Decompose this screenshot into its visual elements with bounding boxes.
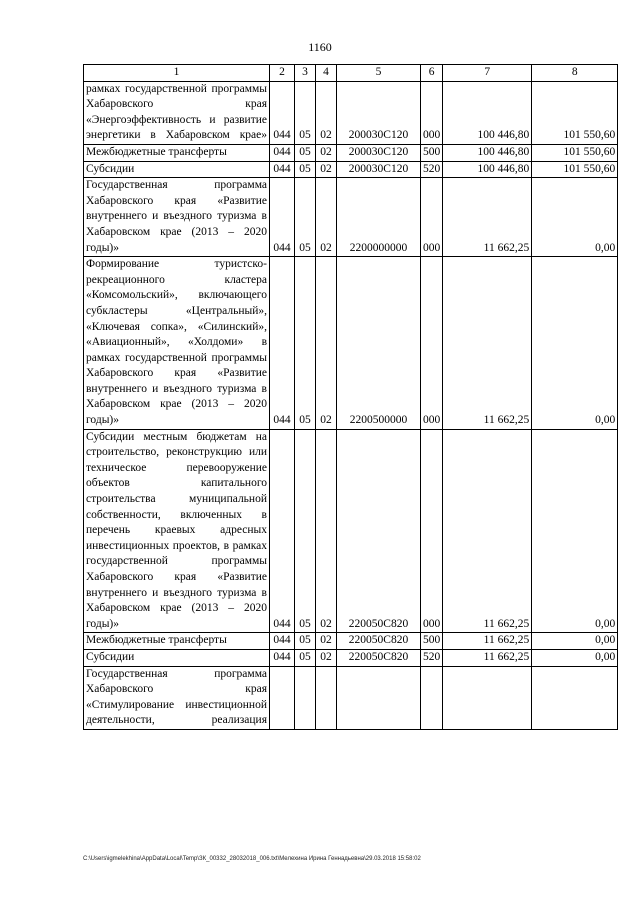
amount-2019-cell: 0,00 bbox=[532, 257, 618, 430]
table-row bbox=[84, 257, 618, 430]
section-cell: 05 bbox=[295, 429, 316, 633]
admin-code-cell: 044 bbox=[270, 144, 295, 161]
footer-file-path: C:\Users\igmelekhina\AppData\Local\Temp\ЗК_00332_28032018_006.txt\Мелехина Ирина Геннадьевна\29.03.2018 15:58:02 bbox=[83, 856, 421, 862]
target-article-cell: 220050С820 bbox=[337, 633, 421, 650]
amount-2019-cell: 0,00 bbox=[532, 429, 618, 633]
header-cell-4: 4 bbox=[316, 65, 337, 82]
amount-2019-cell bbox=[532, 666, 618, 729]
table-header-row bbox=[84, 65, 618, 82]
amount-2018-cell: 11 662,25 bbox=[443, 649, 532, 666]
subsection-cell: 02 bbox=[316, 649, 337, 666]
subsection-cell: 02 bbox=[316, 81, 337, 144]
amount-2018-cell: 11 662,25 bbox=[443, 633, 532, 650]
table-row bbox=[84, 633, 618, 650]
table-row bbox=[84, 429, 618, 633]
admin-code-cell: 044 bbox=[270, 161, 295, 178]
name-cell: Субсидии bbox=[84, 649, 270, 666]
subsection-cell: 02 bbox=[316, 633, 337, 650]
amount-2018-cell: 11 662,25 bbox=[443, 178, 532, 257]
amount-2018-cell: 100 446,80 bbox=[443, 161, 532, 178]
expense-type-cell: 500 bbox=[421, 144, 443, 161]
expense-type-cell: 000 bbox=[421, 81, 443, 144]
section-cell: 05 bbox=[295, 633, 316, 650]
budget-table bbox=[83, 64, 618, 730]
amount-2018-cell: 100 446,80 bbox=[443, 144, 532, 161]
subsection-cell: 02 bbox=[316, 144, 337, 161]
subsection-cell: 02 bbox=[316, 161, 337, 178]
amount-2019-cell: 0,00 bbox=[532, 178, 618, 257]
expense-type-cell: 000 bbox=[421, 178, 443, 257]
section-cell: 05 bbox=[295, 178, 316, 257]
table-row bbox=[84, 81, 618, 144]
expense-type-cell: 500 bbox=[421, 633, 443, 650]
target-article-cell: 2200500000 bbox=[337, 257, 421, 430]
table-row bbox=[84, 144, 618, 161]
header-cell-7: 7 bbox=[443, 65, 532, 82]
amount-2018-cell bbox=[443, 666, 532, 729]
amount-2019-cell: 101 550,60 bbox=[532, 81, 618, 144]
section-cell: 05 bbox=[295, 649, 316, 666]
target-article-cell: 200030С120 bbox=[337, 144, 421, 161]
expense-type-cell: 520 bbox=[421, 649, 443, 666]
name-cell: Государственная программа Хабаровского края «Развитие внутреннего и въездного туризма в Хабаровском крае (2013 – 2020 годы)» bbox=[84, 178, 270, 257]
table-row bbox=[84, 649, 618, 666]
target-article-cell: 220050С820 bbox=[337, 429, 421, 633]
name-cell: Субсидии местным бюджетам на строительство, реконструкцию или техническое перевооружение объектов капитального строительства муниципальной собственности, включенных в перечень краевых адресных инвестиционных проектов, в рамках государственной программы Хабаровского края «Развитие внутреннего и въездного туризма в Хабаровском крае (2013 – 2020 годы)» bbox=[84, 429, 270, 633]
admin-code-cell: 044 bbox=[270, 633, 295, 650]
admin-code-cell: 044 bbox=[270, 178, 295, 257]
page-number: 1160 bbox=[308, 40, 332, 54]
amount-2019-cell: 101 550,60 bbox=[532, 161, 618, 178]
name-cell: Межбюджетные трансферты bbox=[84, 144, 270, 161]
admin-code-cell: 044 bbox=[270, 81, 295, 144]
header-cell-3: 3 bbox=[295, 65, 316, 82]
expense-type-cell: 000 bbox=[421, 429, 443, 633]
subsection-cell bbox=[316, 666, 337, 729]
amount-2018-cell: 11 662,25 bbox=[443, 429, 532, 633]
target-article-cell bbox=[337, 666, 421, 729]
subsection-cell: 02 bbox=[316, 429, 337, 633]
amount-2018-cell: 100 446,80 bbox=[443, 81, 532, 144]
name-cell: Межбюджетные трансферты bbox=[84, 633, 270, 650]
table-row bbox=[84, 178, 618, 257]
target-article-cell: 220050С820 bbox=[337, 649, 421, 666]
amount-2018-cell: 11 662,25 bbox=[443, 257, 532, 430]
header-cell-5: 5 bbox=[337, 65, 421, 82]
expense-type-cell: 520 bbox=[421, 161, 443, 178]
admin-code-cell bbox=[270, 666, 295, 729]
table-body bbox=[84, 81, 618, 729]
section-cell: 05 bbox=[295, 161, 316, 178]
section-cell: 05 bbox=[295, 81, 316, 144]
header-cell-6: 6 bbox=[421, 65, 443, 82]
section-cell: 05 bbox=[295, 257, 316, 430]
amount-2019-cell: 0,00 bbox=[532, 649, 618, 666]
header-cell-1: 1 bbox=[84, 65, 270, 82]
name-cell: Государственная программа Хабаровского края «Стимулирование инвестиционной деятельности, реализация bbox=[84, 666, 270, 729]
subsection-cell: 02 bbox=[316, 178, 337, 257]
expense-type-cell bbox=[421, 666, 443, 729]
name-cell: Формирование туристско-рекреационного кластера «Комсомольский», включающего субкластеры «Центральный», «Ключевая сопка», «Силинский», «Авиационный», «Холдоми» в рамках государственной программы Хабаровского края «Развитие внутреннего и въездного туризма в Хабаровском крае (2013 – 2020 годы)» bbox=[84, 257, 270, 430]
name-cell: рамках государственной программы Хабаровского края «Энергоэффективность и развитие энергетики в Хабаровском крае» bbox=[84, 81, 270, 144]
table-row bbox=[84, 161, 618, 178]
subsection-cell: 02 bbox=[316, 257, 337, 430]
expense-type-cell: 000 bbox=[421, 257, 443, 430]
target-article-cell: 200030С120 bbox=[337, 161, 421, 178]
admin-code-cell: 044 bbox=[270, 257, 295, 430]
table-row bbox=[84, 666, 618, 729]
admin-code-cell: 044 bbox=[270, 649, 295, 666]
admin-code-cell: 044 bbox=[270, 429, 295, 633]
section-cell: 05 bbox=[295, 144, 316, 161]
section-cell bbox=[295, 666, 316, 729]
header-cell-8: 8 bbox=[532, 65, 618, 82]
target-article-cell: 200030С120 bbox=[337, 81, 421, 144]
amount-2019-cell: 0,00 bbox=[532, 633, 618, 650]
amount-2019-cell: 101 550,60 bbox=[532, 144, 618, 161]
name-cell: Субсидии bbox=[84, 161, 270, 178]
header-cell-2: 2 bbox=[270, 65, 295, 82]
target-article-cell: 2200000000 bbox=[337, 178, 421, 257]
